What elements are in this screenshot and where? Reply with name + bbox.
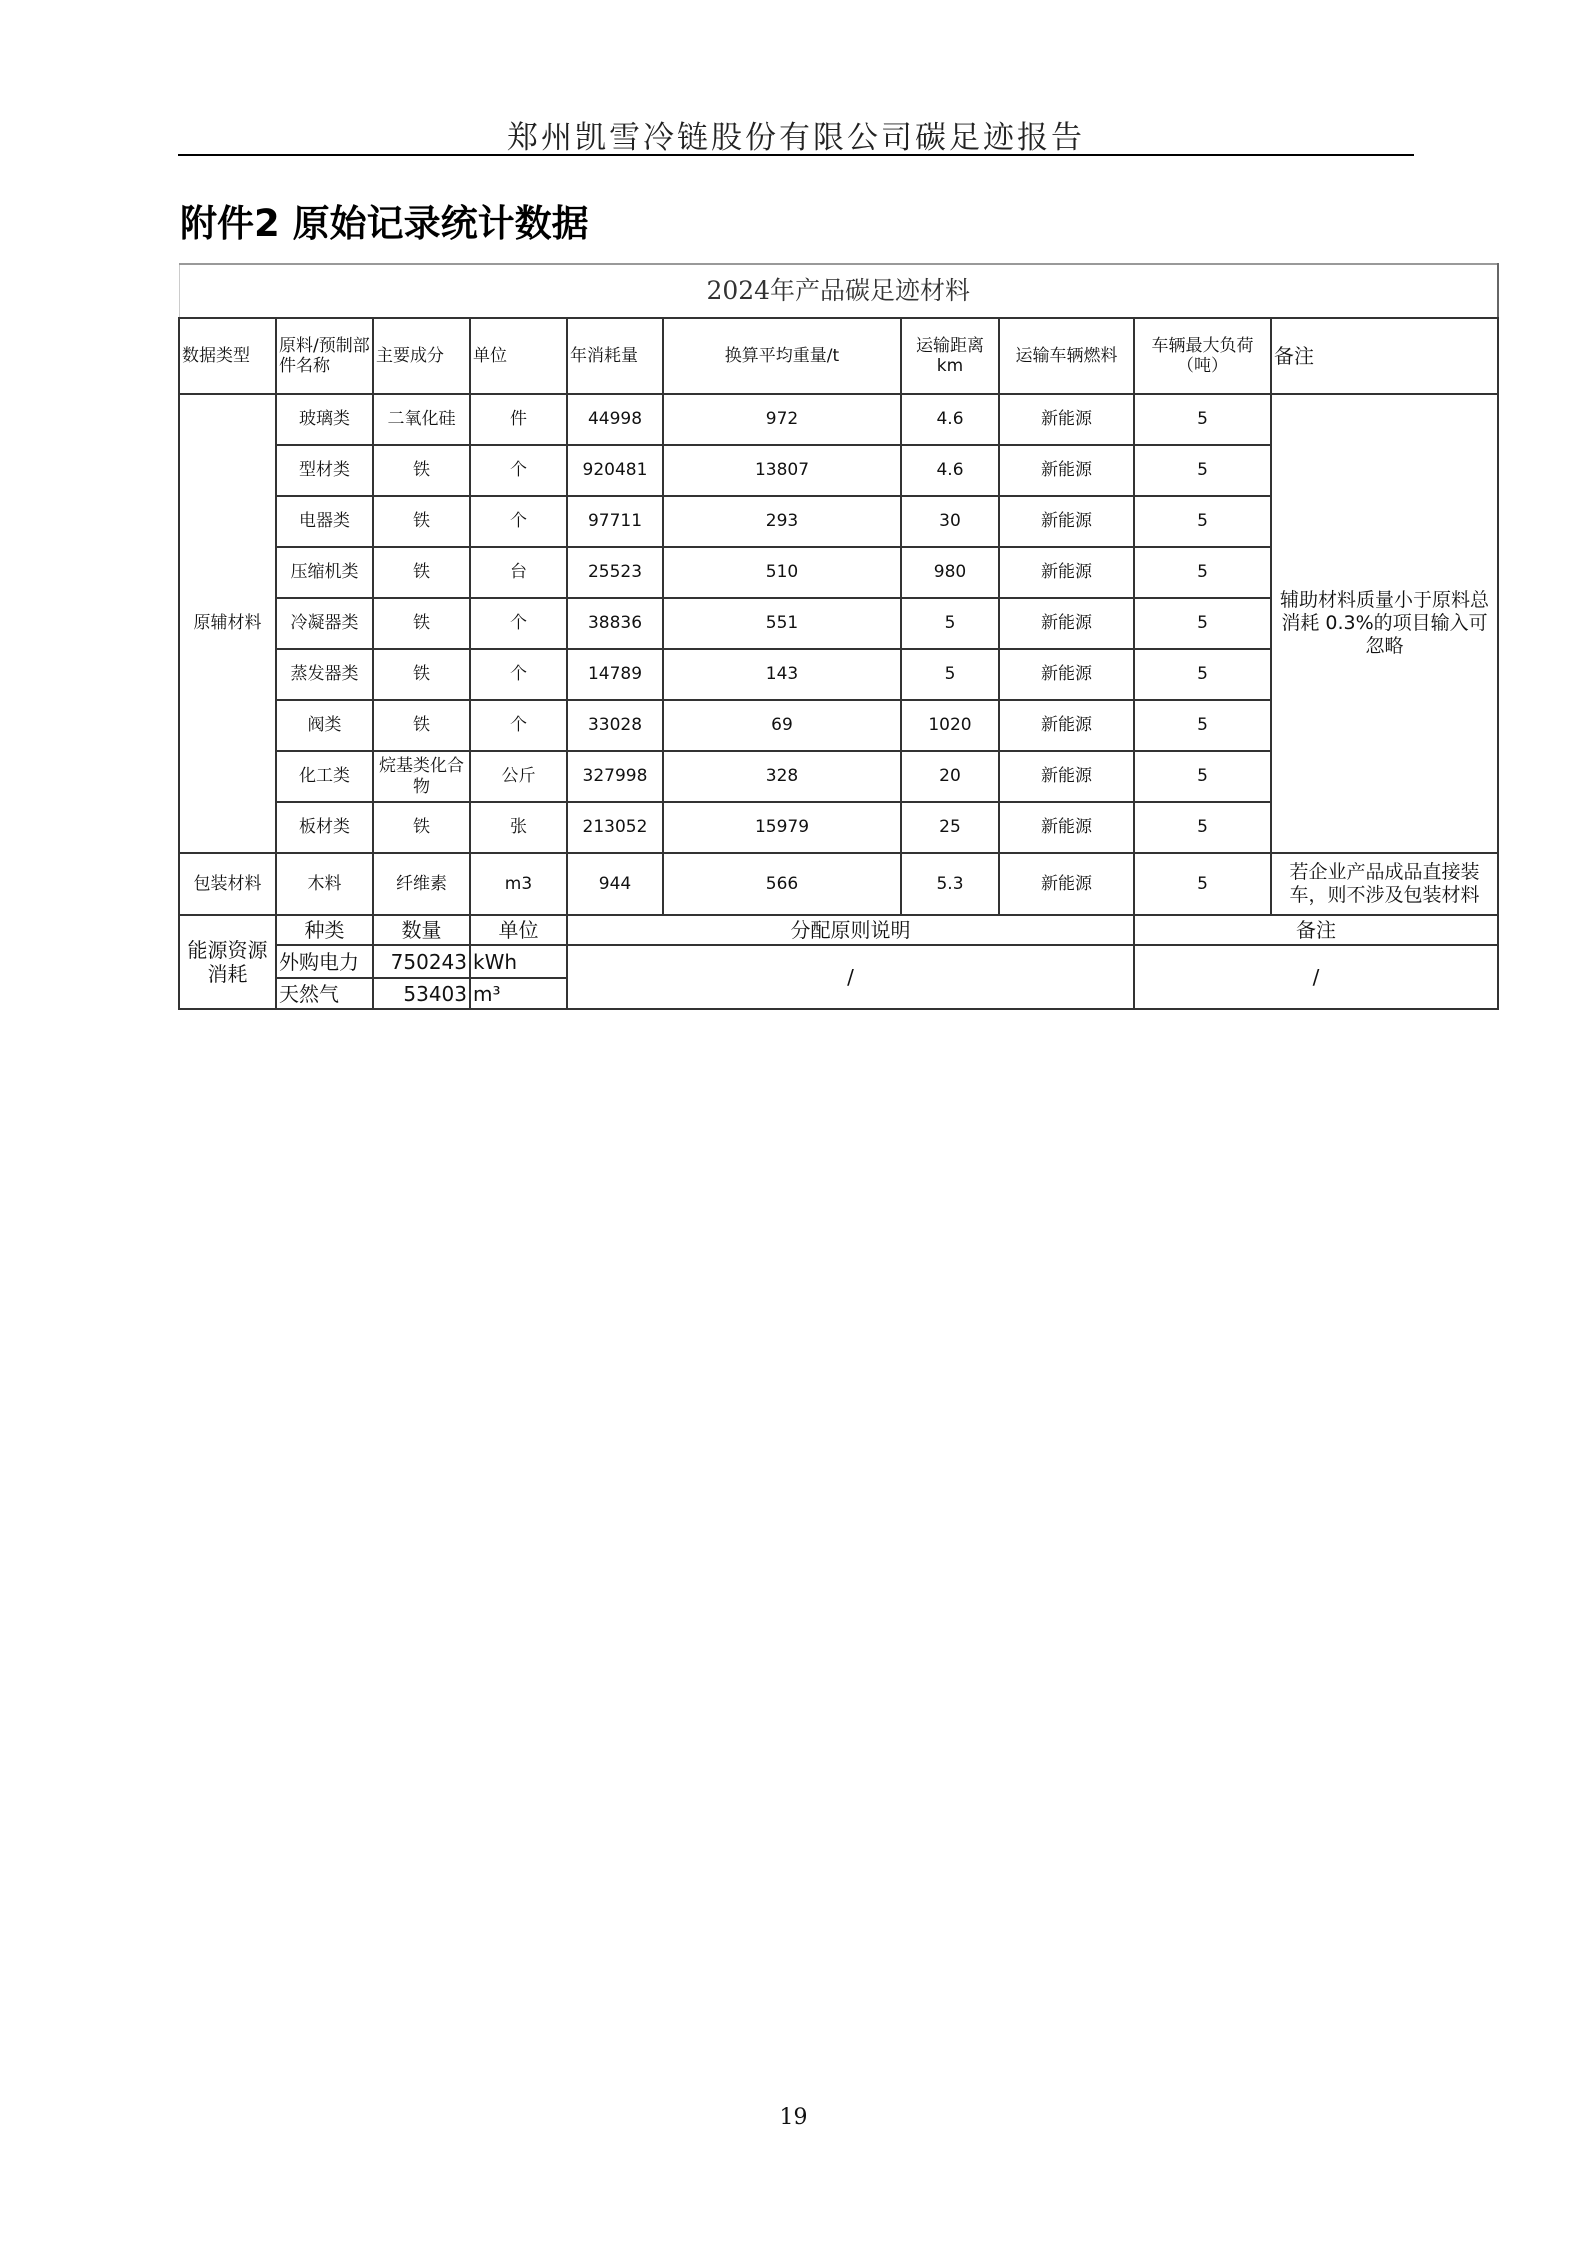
table-cell: 玻璃类 [276,394,373,445]
table-cell: 4.6 [901,394,999,445]
table-cell: 920481 [567,445,663,496]
table-cell: 5 [1134,496,1271,547]
table-cell: 69 [663,700,901,751]
raw-materials-note: 辅助材料质量小于原料总消耗 0.3%的项目输入可忽略 [1271,394,1498,853]
table-cell: 5 [1134,853,1271,915]
table-cell: 5.3 [901,853,999,915]
table-cell: 新能源 [999,649,1134,700]
table-cell: 天然气 [276,978,373,1009]
header-cell: 运输车辆燃料 [999,318,1134,394]
table-cell: 53403 [373,978,470,1009]
header-cell: 运输距离km [901,318,999,394]
table-cell: 5 [1134,802,1271,853]
table-cell: 213052 [567,802,663,853]
table-cell: 板材类 [276,802,373,853]
table-cell: 个 [470,700,567,751]
table-cell: 新能源 [999,853,1134,915]
table-cell: 铁 [373,802,470,853]
carbon-footprint-materials-table [178,263,1499,1010]
remark-cell: / [1134,945,1498,1009]
header-rule [178,154,1414,156]
table-cell: 15979 [663,802,901,853]
allocation-cell: / [567,945,1134,1009]
table-cell: 台 [470,547,567,598]
table-cell: 14789 [567,649,663,700]
table-cell: 5 [1134,700,1271,751]
data-type-cell: 原辅材料 [179,394,276,853]
table-cell: 510 [663,547,901,598]
data-type-cell: 能源资源消耗 [179,915,276,1009]
table-cell: 新能源 [999,547,1134,598]
table-cell: 5 [1134,649,1271,700]
table-caption: 2024年产品碳足迹材料 [179,264,1498,318]
table-cell: 烷基类化合物 [373,751,470,802]
table-row [179,945,1498,978]
table-cell: 新能源 [999,394,1134,445]
table-cell: kWh [470,945,567,978]
header-cell: 年消耗量 [567,318,663,394]
section-title: 附件2 原始记录统计数据 [180,202,589,245]
page-number: 19 [779,2105,808,2130]
report-header-title: 郑州凯雪冷链股份有限公司碳足迹报告 [507,120,1085,156]
energy-header-cell: 种类 [276,915,373,945]
table-cell: 25523 [567,547,663,598]
table-cell: 5 [1134,547,1271,598]
table-row [179,394,1498,445]
table-cell: 个 [470,598,567,649]
table-cell: 551 [663,598,901,649]
table-cell: 新能源 [999,700,1134,751]
table-cell: 压缩机类 [276,547,373,598]
header-cell: 数据类型 [179,318,276,394]
table-cell: 铁 [373,547,470,598]
energy-header-cell: 单位 [470,915,567,945]
table-cell: 20 [901,751,999,802]
table-cell: 二氧化硅 [373,394,470,445]
table-cell: 冷凝器类 [276,598,373,649]
header-cell: 换算平均重量/t [663,318,901,394]
table-cell: 新能源 [999,751,1134,802]
table-cell: 铁 [373,700,470,751]
table-cell: 5 [1134,751,1271,802]
table-cell: 阀类 [276,700,373,751]
table-cell: 纤维素 [373,853,470,915]
table-cell: 44998 [567,394,663,445]
header-cell: 原料/预制部件名称 [276,318,373,394]
table-cell: 143 [663,649,901,700]
table-cell: 外购电力 [276,945,373,978]
table-cell: 件 [470,394,567,445]
table-cell: 750243 [373,945,470,978]
table-cell: 38836 [567,598,663,649]
table-cell: 个 [470,445,567,496]
table-cell: 944 [567,853,663,915]
table-cell: 化工类 [276,751,373,802]
table-cell: 新能源 [999,445,1134,496]
table-cell: 4.6 [901,445,999,496]
table-cell: 33028 [567,700,663,751]
table-cell: 328 [663,751,901,802]
table-cell: 327998 [567,751,663,802]
table-cell: 新能源 [999,802,1134,853]
table-cell: m3 [470,853,567,915]
table-cell: m³ [470,978,567,1009]
table-cell: 新能源 [999,496,1134,547]
table-cell: 1020 [901,700,999,751]
table-cell: 铁 [373,649,470,700]
table-cell: 蒸发器类 [276,649,373,700]
header-cell: 主要成分 [373,318,470,394]
table-cell: 个 [470,649,567,700]
table-row [179,915,1498,945]
table-cell: 566 [663,853,901,915]
table-cell: 公斤 [470,751,567,802]
table-cell: 个 [470,496,567,547]
table-cell: 5 [901,649,999,700]
header-cell: 车辆最大负荷（吨） [1134,318,1271,394]
table-cell: 25 [901,802,999,853]
table-cell: 张 [470,802,567,853]
table-cell: 型材类 [276,445,373,496]
table-cell: 97711 [567,496,663,547]
table-row [179,853,1498,915]
table-cell: 5 [1134,598,1271,649]
energy-header-cell: 备注 [1134,915,1498,945]
table-cell: 5 [1134,394,1271,445]
table-cell: 新能源 [999,598,1134,649]
table-cell: 电器类 [276,496,373,547]
header-cell: 备注 [1271,318,1498,394]
table-cell: 木料 [276,853,373,915]
header-cell: 单位 [470,318,567,394]
table-cell: 5 [1134,445,1271,496]
table-cell: 铁 [373,496,470,547]
energy-header-cell: 数量 [373,915,470,945]
data-type-cell: 包装材料 [179,853,276,915]
table-cell: 铁 [373,445,470,496]
energy-header-cell: 分配原则说明 [567,915,1134,945]
table-cell: 980 [901,547,999,598]
table-cell: 30 [901,496,999,547]
table-cell: 293 [663,496,901,547]
table-cell: 铁 [373,598,470,649]
table-cell: 972 [663,394,901,445]
table-cell: 5 [901,598,999,649]
table-cell: 13807 [663,445,901,496]
packaging-note: 若企业产品成品直接装车，则不涉及包装材料 [1271,853,1498,915]
